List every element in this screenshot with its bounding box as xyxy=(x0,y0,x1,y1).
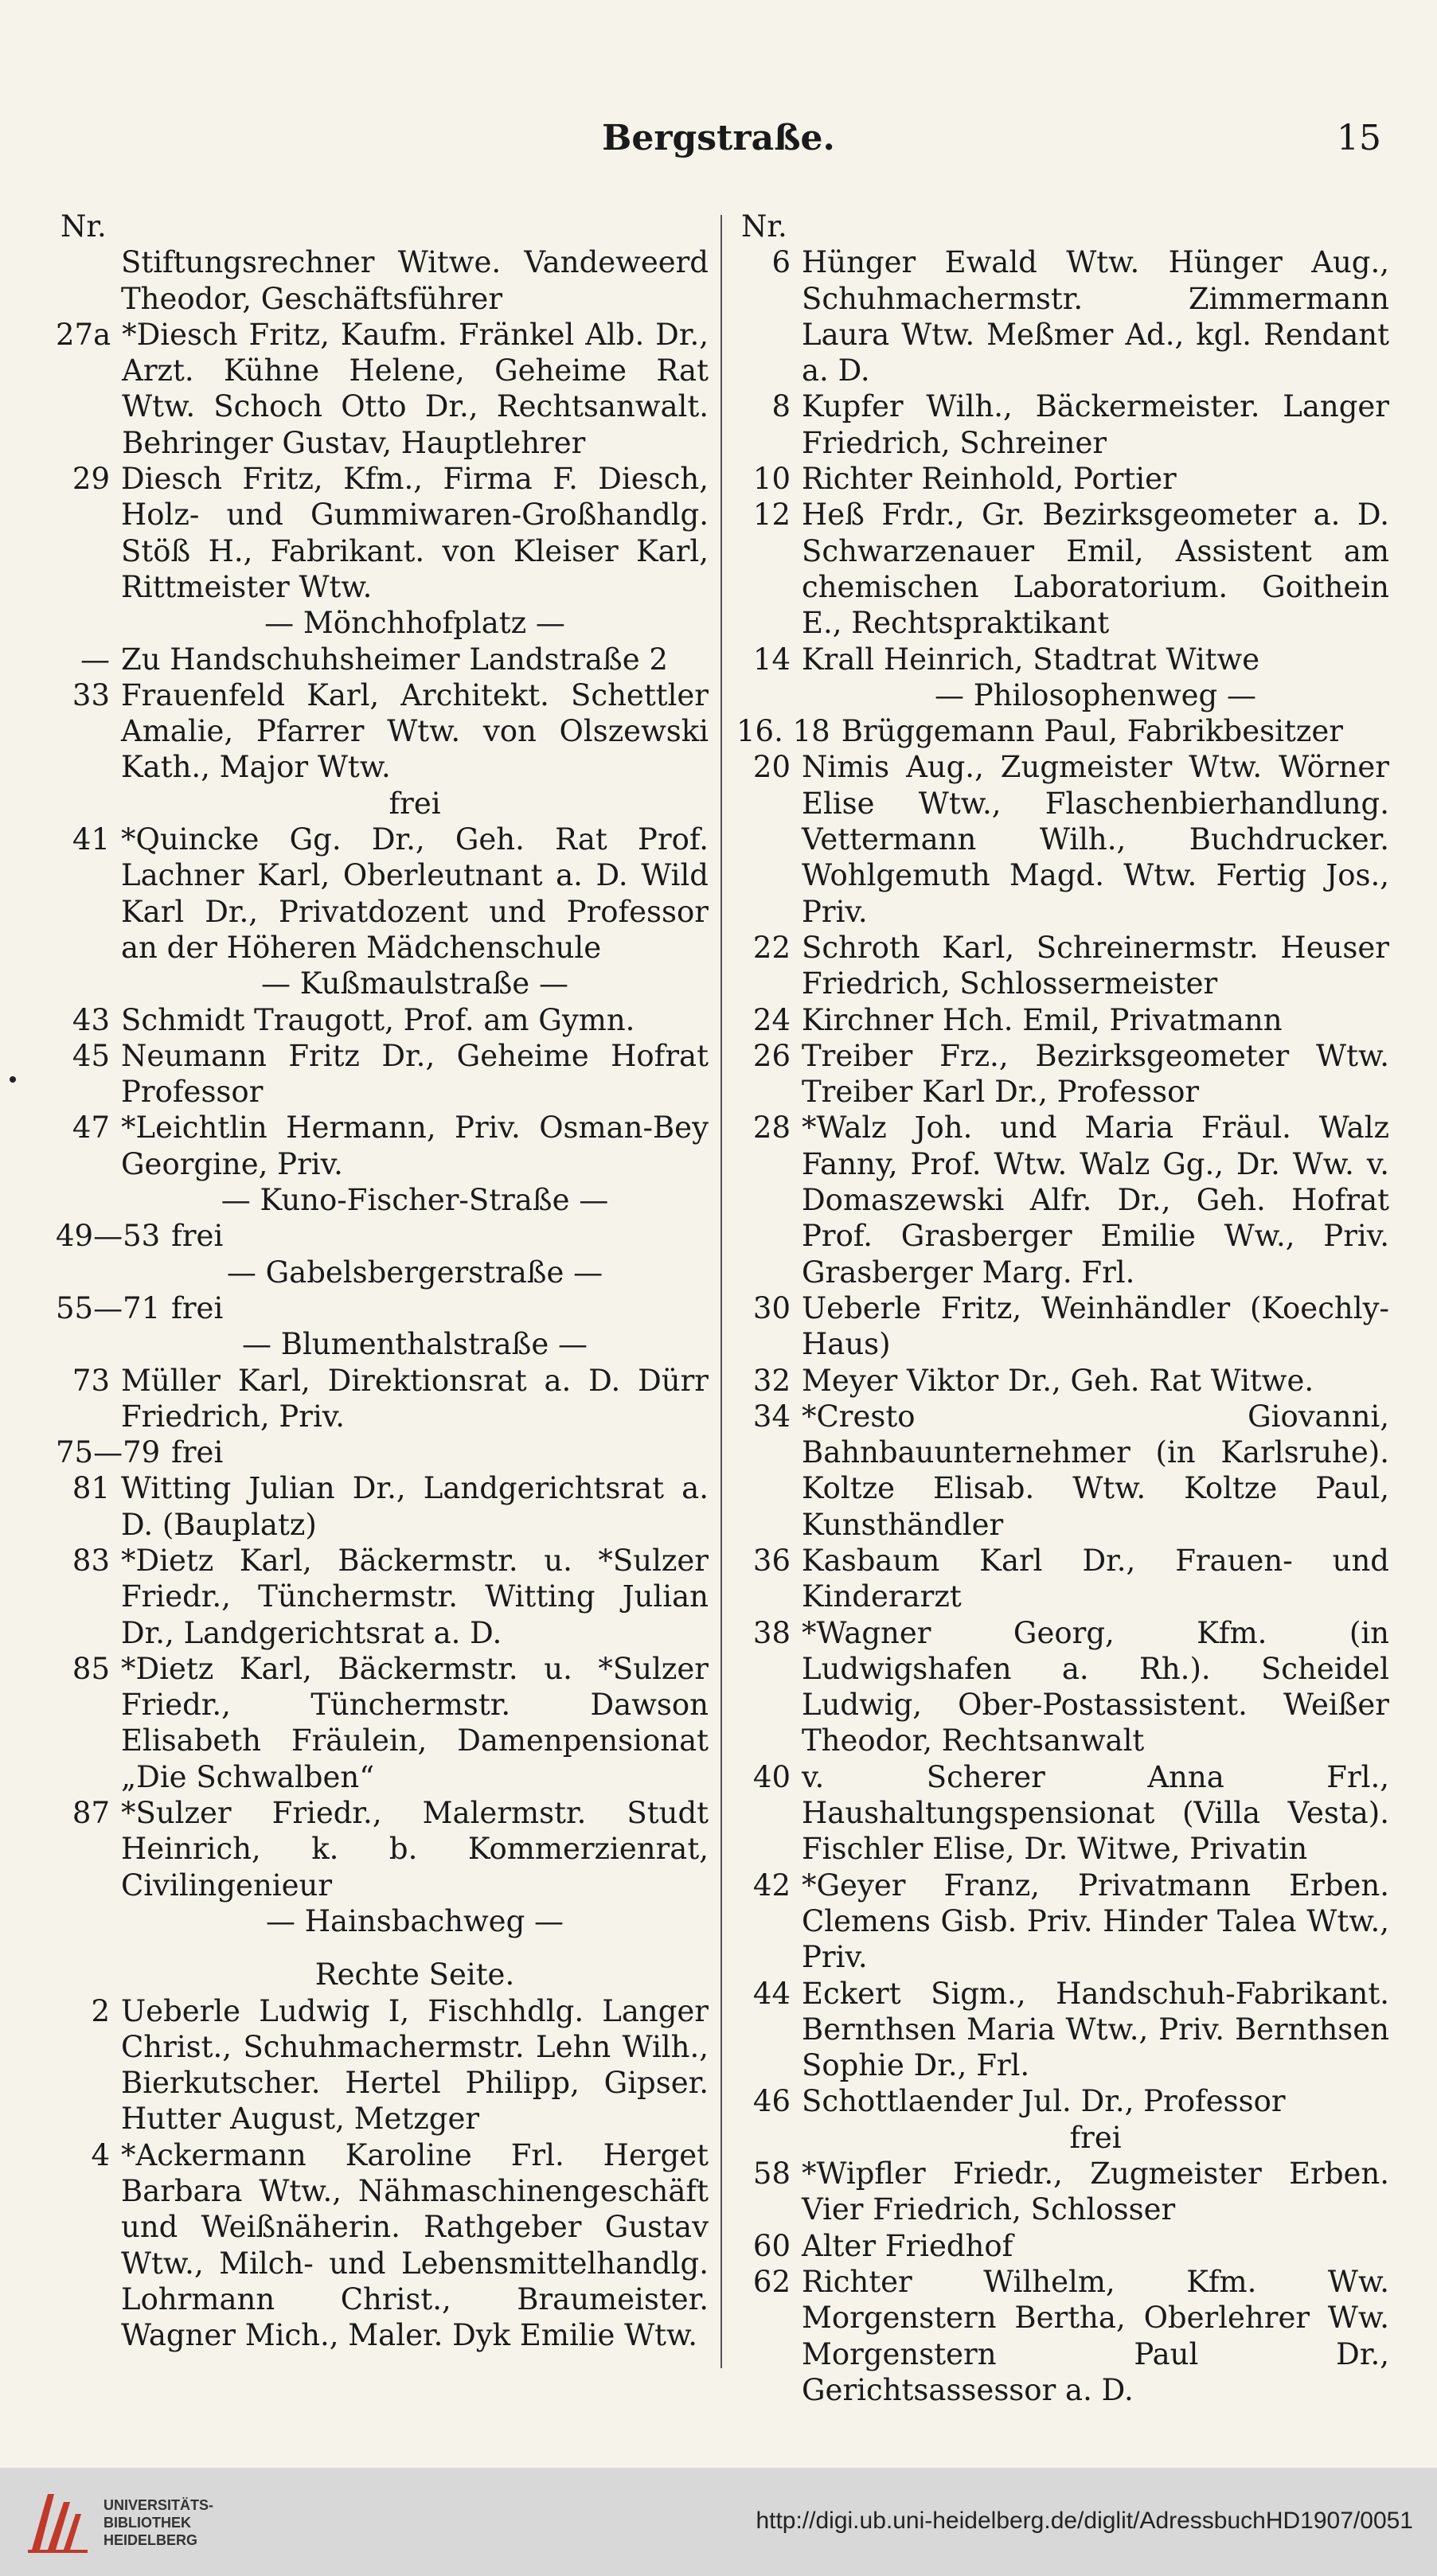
resident-text: *Dietz Karl, Bäckermstr. u. *Sulzer Friedr., Tünchermstr. Witting Julian Dr., Landgerichtsrat a. D. xyxy=(121,1543,709,1650)
house-number: 16. 18 xyxy=(736,714,830,749)
section-heading xyxy=(736,677,1389,713)
resident-text: — Kuno-Fischer-Straße — xyxy=(221,1183,609,1218)
column-divider xyxy=(720,215,722,2368)
house-number: 62 xyxy=(752,2264,791,2299)
right-entry-list xyxy=(736,244,1389,2408)
resident-text: Kasbaum Karl Dr., Frauen- und Kinderarzt xyxy=(802,1543,1389,1614)
resident-text: Ueberle Ludwig I, Fischhdlg. Langer Christ., Schuhmachermstr. Lehn Wilh., Bierkutscher. Hertel Philipp, Gipser. Hutter August, Metzger xyxy=(121,1993,709,2137)
resident-text: Heß Frdr., Gr. Bezirksgeometer a. D. Schwarzenauer Emil, Assistent am chemischen Laboratorium. Goithein E., Rechtspraktikant xyxy=(802,498,1389,641)
resident-text: *Wagner Georg, Kfm. (in Ludwigshafen a. Rh.). Scheidel Ludwig, Ober-Postassistent. Weißer Theodor, Rechtsanwalt xyxy=(802,1615,1389,1758)
resident-text: Witting Julian Dr., Landgerichtsrat a. D. (Bauplatz) xyxy=(121,1471,709,1542)
house-number: — xyxy=(80,642,110,677)
house-number xyxy=(56,1903,121,1939)
address-entry xyxy=(56,822,709,966)
house-number: 20 xyxy=(752,750,791,785)
resident-text: Eckert Sigm., Handschuh-Fabrikant. Bernthsen Maria Wtw., Priv. Bernthsen Sophie Dr., Frl. xyxy=(802,1976,1389,2083)
resident-text: *Leichtlin Hermann, Priv. Osman-Bey Georgine, Priv. xyxy=(121,1110,709,1181)
resident-text: Brüggemann Paul, Fabrikbesitzer xyxy=(841,714,1343,749)
resident-text: Ueberle Fritz, Weinhändler (Koechly-Haus) xyxy=(802,1290,1389,1362)
address-entry xyxy=(736,1038,1389,1110)
house-number xyxy=(56,605,121,641)
house-number: 60 xyxy=(752,2228,791,2263)
address-entry xyxy=(736,1759,1389,1868)
section-heading xyxy=(56,1903,709,1939)
address-entry xyxy=(736,1868,1389,1976)
address-entry xyxy=(736,461,1389,497)
house-number: 58 xyxy=(752,2156,791,2192)
resident-text: Meyer Viktor Dr., Geh. Rat Witwe. xyxy=(802,1363,1314,1398)
house-number: 49—53 xyxy=(56,1219,161,1254)
left-entry-list xyxy=(56,244,709,2353)
resident-text: Schottlaender Jul. Dr., Professor xyxy=(802,2084,1286,2119)
section-heading xyxy=(56,1255,709,1290)
resident-text: *Cresto Giovanni, Bahnbauunternehmer (in Karlsruhe). Koltze Elisab. Wtw. Koltze Paul, Kunsthändler xyxy=(802,1399,1389,1542)
resident-text: Richter Reinhold, Portier xyxy=(802,462,1177,497)
resident-text: Müller Karl, Direktionsrat a. D. Dürr Friedrich, Priv. xyxy=(121,1363,709,1434)
address-entry xyxy=(736,1110,1389,1290)
library-name-line: HEIDELBERG xyxy=(103,2532,198,2548)
page-number: 15 xyxy=(1337,118,1381,158)
library-name xyxy=(103,2496,213,2549)
house-number xyxy=(56,1326,121,1362)
resident-text: Schmidt Traugott, Prof. am Gymn. xyxy=(121,1002,635,1037)
column-nr-label: Nr. xyxy=(61,209,107,244)
resident-text: frei xyxy=(389,786,441,821)
resident-text: Schroth Karl, Schreinermstr. Heuser Friedrich, Schlossermeister xyxy=(802,930,1389,1001)
house-number: 30 xyxy=(752,1290,791,1325)
address-entry xyxy=(56,461,709,605)
resident-text: *Dietz Karl, Bäckermstr. u. *Sulzer Friedr., Tünchermstr. Dawson Elisabeth Fräulein, Damenpensionat „Die Schwalben“ xyxy=(121,1651,709,1794)
house-number: 24 xyxy=(752,1002,791,1037)
house-number: 8 xyxy=(771,389,791,424)
address-entry xyxy=(736,2083,1389,2119)
resident-text: Frauenfeld Karl, Architekt. Schettler Amalie, Pfarrer Wtw. von Olszewski Kath., Major Wtw. xyxy=(121,677,709,785)
address-entry xyxy=(736,1615,1389,1759)
section-heading xyxy=(736,2120,1389,2156)
resident-text: Richter Wilhelm, Kfm. Ww. Morgenstern Bertha, Oberlehrer Ww. Morgenstern Paul Dr., Gerichtsassessor a. D. xyxy=(802,2264,1389,2407)
resident-text: — Mönchhofplatz — xyxy=(264,606,565,641)
resident-text: — Kußmaulstraße — xyxy=(261,966,568,1001)
address-entry xyxy=(56,1363,709,1435)
address-entry xyxy=(56,1218,709,1254)
column-nr-label: Nr. xyxy=(741,209,787,244)
address-entry xyxy=(56,2137,709,2354)
address-entry xyxy=(736,930,1389,1002)
house-number: 34 xyxy=(752,1399,791,1434)
left-column xyxy=(56,209,709,2354)
address-entry xyxy=(736,1002,1389,1038)
house-number xyxy=(56,1957,121,1992)
house-number xyxy=(56,1255,121,1290)
house-number: 46 xyxy=(752,2084,791,2119)
resident-text: Hünger Ewald Wtw. Hünger Aug., Schuhmachermstr. Zimmermann Laura Wtw. Meßmer Ad., kgl. Rendant a. D. xyxy=(802,245,1389,388)
address-entry xyxy=(736,2264,1389,2408)
address-entry xyxy=(56,244,709,317)
resident-text: — Gabelsbergerstraße — xyxy=(226,1255,603,1290)
resident-text: *Sulzer Friedr., Malermstr. Studt Heinrich, k. b. Kommerzienrat, Civilingenieur xyxy=(121,1796,709,1903)
house-number: 4 xyxy=(91,2137,110,2172)
house-number xyxy=(56,244,121,317)
house-number: 44 xyxy=(752,1976,791,2011)
address-entry xyxy=(56,677,709,786)
section-heading xyxy=(56,966,709,1001)
address-entry xyxy=(736,713,1389,749)
resident-text: v. Scherer Anna Frl., Haushaltungspensionat (Villa Vesta). Fischler Elise, Dr. Witwe, Privatin xyxy=(802,1759,1389,1867)
resident-text: Krall Heinrich, Stadtrat Witwe xyxy=(802,642,1260,677)
address-entry xyxy=(56,1110,709,1182)
house-number: 26 xyxy=(752,1038,791,1073)
address-entry xyxy=(736,2156,1389,2228)
section-heading xyxy=(56,786,709,822)
resident-text: Kupfer Wilh., Bäckermeister. Langer Friedrich, Schreiner xyxy=(802,389,1389,460)
address-entry xyxy=(736,2228,1389,2264)
house-number: 28 xyxy=(752,1110,791,1146)
university-library-logo-icon xyxy=(16,2482,96,2562)
house-number: 32 xyxy=(752,1363,791,1398)
address-entry xyxy=(56,317,709,461)
house-number: 73 xyxy=(72,1363,110,1398)
library-footer xyxy=(0,2468,1437,2576)
resident-text: *Wipfler Friedr., Zugmeister Erben. Vier Friedrich, Schlosser xyxy=(802,2156,1389,2227)
house-number: 33 xyxy=(72,677,110,712)
address-entry xyxy=(736,749,1389,929)
resident-text: frei xyxy=(171,1290,224,1325)
section-heading xyxy=(56,605,709,641)
address-entry xyxy=(56,1993,709,2137)
right-column xyxy=(736,209,1389,2408)
house-number: 12 xyxy=(752,498,791,533)
house-number: 81 xyxy=(72,1471,110,1506)
resident-text: frei xyxy=(1069,2120,1122,2155)
resident-text: *Ackermann Karoline Frl. Herget Barbara Wtw., Nähmaschinengeschäft und Weißnäherin. Rathgeber Gustav Wtw., Milch- und Lebensmittelhandlg. Lohrmann Christ., Braumeister. Wagner Mich., Maler. Dyk Emilie Wtw. xyxy=(121,2137,709,2353)
resident-text: — Philosophenweg — xyxy=(935,677,1256,712)
resident-text: Treiber Frz., Bezirksgeometer Wtw. Treiber Karl Dr., Professor xyxy=(802,1038,1389,1110)
resident-text: frei xyxy=(171,1219,224,1254)
house-number: 2 xyxy=(91,1993,110,2028)
address-entry xyxy=(736,1543,1389,1615)
address-entry xyxy=(736,497,1389,641)
address-entry xyxy=(736,244,1389,388)
house-number: 42 xyxy=(752,1868,791,1903)
house-number: 41 xyxy=(72,822,110,857)
house-number xyxy=(56,786,121,822)
address-entry xyxy=(736,1290,1389,1363)
resident-text: Nimis Aug., Zugmeister Wtw. Wörner Elise Wtw., Flaschenbierhandlung. Vettermann Wilh., Buchdrucker. Wohlgemuth Magd. Wtw. Fertig Jos., Priv. xyxy=(802,750,1389,929)
address-entry xyxy=(736,1976,1389,2084)
margin-mark xyxy=(10,1076,16,1083)
house-number xyxy=(56,966,121,1001)
resident-text: *Walz Joh. und Maria Fräul. Walz Fanny, Prof. Wtw. Walz Gg., Dr. Ww. v. Domaszewski Alfr. Dr., Geh. Hofrat Prof. Grasberger Emilie Ww., Priv. Grasberger Marg. Frl. xyxy=(802,1110,1389,1290)
house-number: 36 xyxy=(752,1543,791,1578)
address-entry xyxy=(56,642,709,677)
house-number: 47 xyxy=(72,1110,110,1146)
address-entry xyxy=(56,1543,709,1651)
house-number: 38 xyxy=(752,1615,791,1650)
resident-text: *Quincke Gg. Dr., Geh. Rat Prof. Lachner Karl, Oberleutnant a. D. Wild Karl Dr., Privatdozent und Professor an der Höheren Mädchenschule xyxy=(121,822,709,965)
house-number: 10 xyxy=(752,462,791,497)
house-number: 85 xyxy=(72,1651,110,1686)
page-title: Bergstraße. xyxy=(602,118,835,158)
house-number: 83 xyxy=(72,1543,110,1578)
address-entry xyxy=(56,1795,709,1903)
resident-text: frei xyxy=(171,1435,224,1470)
resident-text: Kirchner Hch. Emil, Privatmann xyxy=(802,1002,1283,1037)
section-heading xyxy=(56,1957,709,1992)
house-number: 75—79 xyxy=(56,1435,161,1470)
house-number: 55—71 xyxy=(56,1290,161,1325)
address-entry xyxy=(56,1002,709,1038)
address-entry xyxy=(56,1470,709,1543)
house-number: 14 xyxy=(752,642,791,677)
house-number: 43 xyxy=(72,1002,110,1037)
resident-text: Diesch Fritz, Kfm., Firma F. Diesch, Holz- und Gummiwaren-Großhandlg. Stöß H., Fabrikant. von Kleiser Karl, Rittmeister Wtw. xyxy=(121,462,709,604)
address-entry xyxy=(56,1651,709,1795)
resident-text: Zu Handschuhsheimer Landstraße 2 xyxy=(121,642,668,677)
resident-text: Alter Friedhof xyxy=(802,2228,1013,2263)
house-number: 6 xyxy=(771,245,791,280)
library-name-line: BIBLIOTHEK xyxy=(103,2515,191,2531)
address-entry xyxy=(736,388,1389,461)
house-number: 29 xyxy=(72,462,110,497)
address-entry xyxy=(736,1399,1389,1543)
resident-text: — Hainsbachweg — xyxy=(265,1903,564,1938)
page-header xyxy=(0,118,1437,174)
address-entry xyxy=(736,1363,1389,1399)
resident-text: *Geyer Franz, Privatmann Erben. Clemens Gisb. Priv. Hinder Talea Wtw., Priv. xyxy=(802,1868,1389,1975)
address-entry xyxy=(56,1038,709,1110)
resident-text: *Diesch Fritz, Kaufm. Fränkel Alb. Dr., Arzt. Kühne Helene, Geheime Rat Wtw. Schoch Otto Dr., Rechtsanwalt. Behringer Gustav, Hauptlehrer xyxy=(122,317,709,460)
section-heading xyxy=(56,1182,709,1218)
address-entry xyxy=(56,1434,709,1470)
house-number: 45 xyxy=(72,1038,110,1073)
section-gap xyxy=(56,1939,709,1957)
house-number: 40 xyxy=(752,1759,791,1794)
resident-text: — Blumenthalstraße — xyxy=(242,1327,588,1362)
source-url-link[interactable]: http://digi.ub.uni-heidelberg.de/diglit/AdressbuchHD1907/0051 xyxy=(756,2508,1413,2534)
house-number xyxy=(736,2120,802,2156)
resident-text: Rechte Seite. xyxy=(314,1957,515,1992)
address-entry xyxy=(736,642,1389,677)
house-number: 27a xyxy=(56,317,111,352)
house-number xyxy=(736,677,802,713)
section-heading xyxy=(56,1326,709,1362)
library-name-line: UNIVERSITÄTS- xyxy=(103,2497,214,2513)
house-number: 22 xyxy=(752,930,791,965)
address-entry xyxy=(56,1290,709,1326)
resident-text: Neumann Fritz Dr., Geheime Hofrat Professor xyxy=(121,1038,709,1110)
house-number: 87 xyxy=(72,1796,110,1831)
house-number xyxy=(56,1182,121,1218)
resident-text: Stiftungsrechner Witwe. Vandeweerd Theodor, Geschäftsführer xyxy=(121,245,709,316)
